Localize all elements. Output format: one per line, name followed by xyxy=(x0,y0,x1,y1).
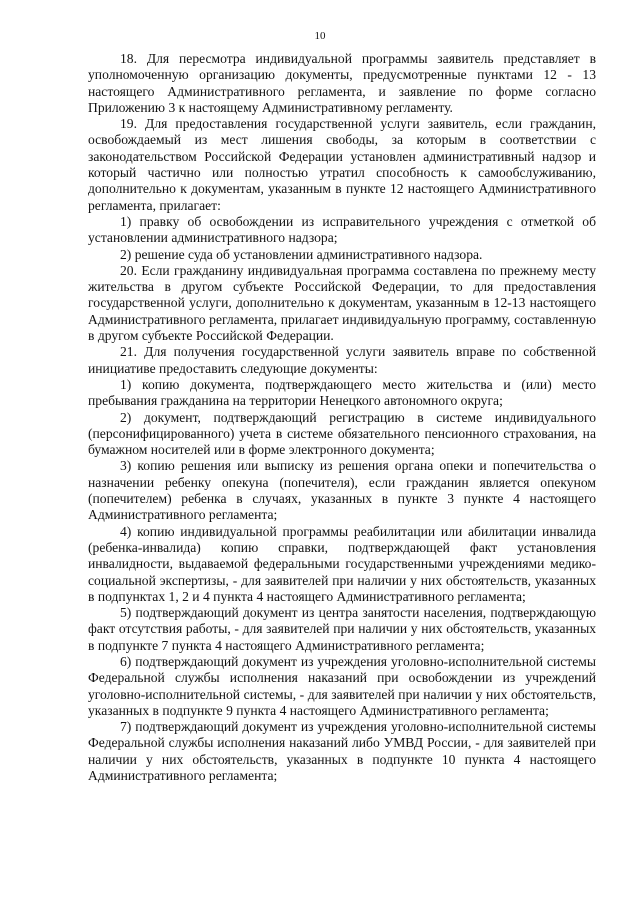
paragraph-19: 19. Для предоставления государственной услуги заявитель, если гражданин, освобождаемый из мест лишения свободы, за которым в соответствии с законодательством Российской Федерации установлен административный надзор и который частично или полностью утратил способность к самообслуживанию, дополнительно к документам, указанным в пункте 12 настоящего Административного регламента, прилагает: xyxy=(88,116,596,213)
paragraph-21-item-1: 1) копию документа, подтверждающего место жительства и (или) место пребывания гражданина на территории Ненецкого автономного округа; xyxy=(88,376,596,409)
paragraph-19-item-1: 1) правку об освобождении из исправительного учреждения с отметкой об установлении административного надзора; xyxy=(88,213,596,246)
paragraph-21-item-4: 4) копию индивидуальной программы реабилитации или абилитации инвалида (ребенка-инвалида) копию справки, подтверждающей факт установления инвалидности, выдаваемой федеральными государственными учреждениями медико-социальной экспертизы, - для заявителей при наличии у них обстоятельств, указанных в подпунктах 1, 2 и 4 пункта 4 настоящего Административного регламента; xyxy=(88,523,596,604)
paragraph-21-item-5: 5) подтверждающий документ из центра занятости населения, подтверждающую факт отсутствия работы, - для заявителей при наличии у них обстоятельств, указанных в подпункте 7 пункта 4 настоящего Административного регламента; xyxy=(88,605,596,653)
paragraph-21: 21. Для получения государственной услуги заявитель вправе по собственной инициативе предоставить следующие документы: xyxy=(88,344,596,376)
page-number: 10 xyxy=(314,30,326,42)
paragraph-21-item-2: 2) документ, подтверждающий регистрацию в системе индивидуального (персонифицированного) учета в системе обязательного пенсионного страхования, на бумажном носителей или в форме электронного документа; xyxy=(88,409,596,458)
paragraph-19-item-2: 2) решение суда об установлении административного надзора. xyxy=(120,246,483,262)
paragraph-21-item-3: 3) копию решения или выписку из решения органа опеки и попечительства о назначении ребенку опекуна (попечителя), если гражданин является опекуном (попечителем) ребенка в случаях, указанных в пункте 3 пункте 4 настоящего Административного регламента; xyxy=(88,458,596,523)
document-body xyxy=(88,51,596,784)
paragraph-18: 18. Для пересмотра индивидуальной программы заявитель представляет в уполномоченную организацию документы, предусмотренные пунктами 12 - 13 настоящего Административного регламента, и заявление по форме согласно Приложению 3 к настоящему Административному регламенту. xyxy=(88,51,596,115)
paragraph-21-item-7: 7) подтверждающий документ из учреждения уголовно-исполнительной системы Федеральной службы исполнения наказаний либо УМВД России, - для заявителей при наличии у них обстоятельств, указанных в подпункте 10 пункта 4 настоящего Административного регламента; xyxy=(88,719,596,784)
paragraph-21-item-6: 6) подтверждающий документ из учреждения уголовно-исполнительной системы Федеральной службы исполнения наказаний при освобождении из учреждений уголовно-исполнительной системы, - для заявителей при наличии у них обстоятельств, указанных в подпункте 9 пункта 4 настоящего Административного регламента; xyxy=(88,653,596,718)
paragraph-20: 20. Если гражданину индивидуальная программа составлена по прежнему месту жительства в другом субъекте Российской Федерации, то для предоставления государственной услуги, дополнительно к документам, указанным в 12-13 настоящего Административного регламента, прилагает индивидуальную программу, составленную в другом субъекте Российской Федерации. xyxy=(88,262,596,344)
